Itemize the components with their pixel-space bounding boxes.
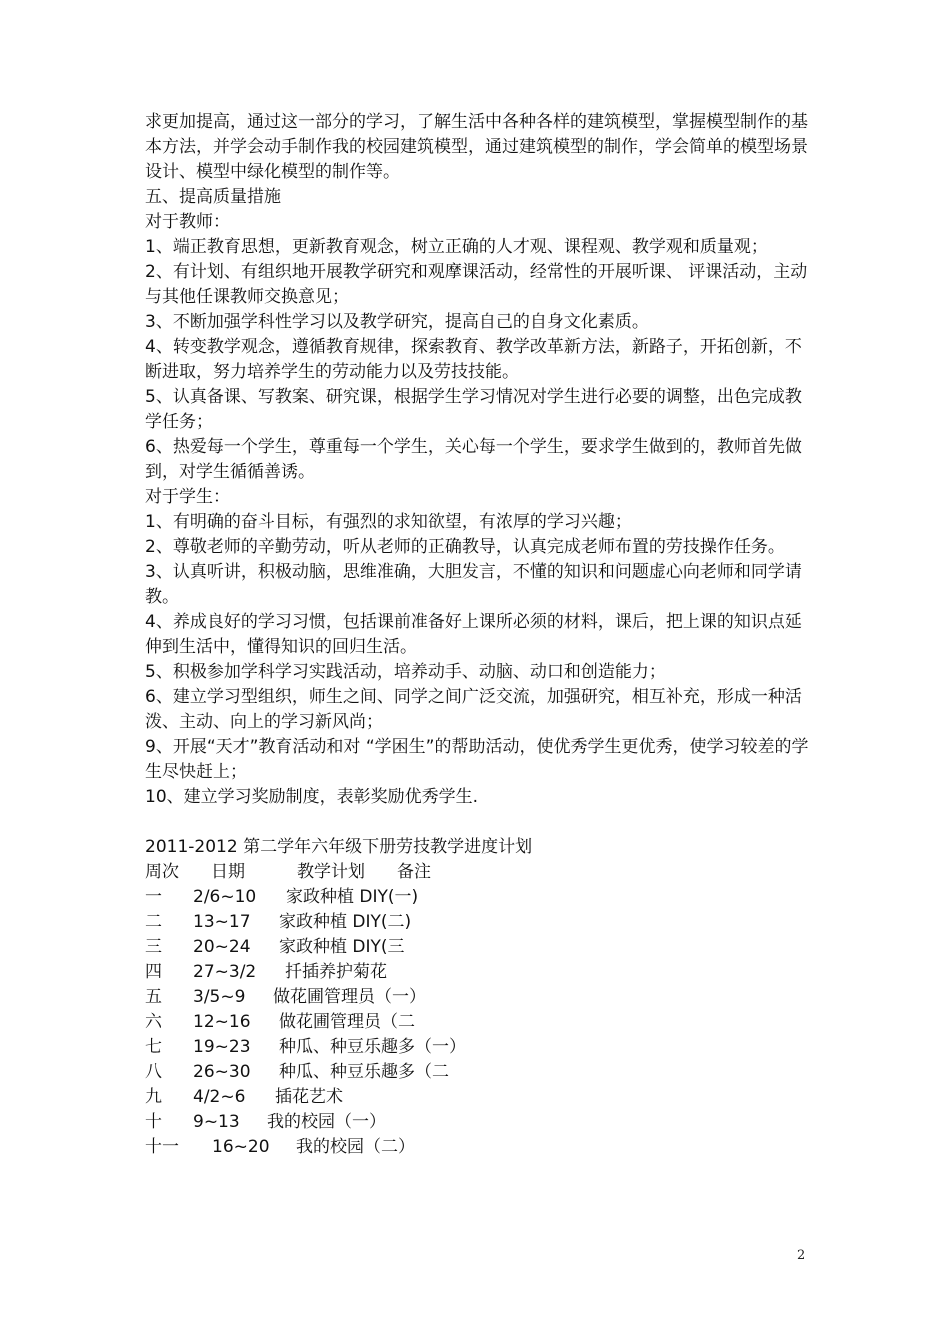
list-item: 4、转变教学观念，遵循教育规律，探索教育、教学改革新方法，新路子，开拓创新，不断进取，努力培养学生的劳动能力以及劳技技能。 xyxy=(145,337,802,382)
header-date: 日期 xyxy=(211,862,245,882)
table-row xyxy=(145,1135,810,1160)
page-number: 2 xyxy=(797,1248,806,1263)
table-row xyxy=(145,960,810,985)
week-cell: 四 xyxy=(145,962,162,982)
table-row xyxy=(145,1010,810,1035)
table-row xyxy=(145,1085,810,1110)
plan-cell: 做花圃管理员（二 xyxy=(279,1012,415,1032)
plan-cell: 种瓜、种豆乐趣多（二 xyxy=(279,1062,449,1082)
table-row xyxy=(145,1035,810,1060)
list-item: 5、认真备课、写教案、研究课，根据学生学习情况对学生进行必要的调整，出色完成教学任务； xyxy=(145,387,802,432)
week-cell: 三 xyxy=(145,937,162,957)
list-item: 3、认真听讲，积极动脑，思维准确，大胆发言，不懂的知识和问题虚心向老师和同学请教。 xyxy=(145,562,802,607)
paragraph: 求更加提高，通过这一部分的学习，了解生活中各种各样的建筑模型，掌握模型制作的基本方法，并学会动手制作我的校园建筑模型，通过建筑模型的制作，学会简单的模型场景设计、模型中绿化模型的制作等。 xyxy=(145,112,808,182)
plan-cell: 插花艺术 xyxy=(275,1087,343,1107)
date-cell: 4/2~6 xyxy=(193,1087,246,1107)
document-body xyxy=(145,110,810,1160)
subheading-students: 对于学生： xyxy=(145,487,230,507)
subheading-teachers: 对于教师： xyxy=(145,212,230,232)
date-cell: 16~20 xyxy=(212,1137,270,1157)
plan-cell: 我的校园（一） xyxy=(267,1112,386,1132)
week-cell: 五 xyxy=(145,987,162,1007)
date-cell: 3/5~9 xyxy=(193,987,246,1007)
list-item: 1、有明确的奋斗目标，有强烈的求知欲望，有浓厚的学习兴趣； xyxy=(145,512,632,532)
week-cell: 七 xyxy=(145,1037,162,1057)
table-row xyxy=(145,885,810,910)
week-cell: 八 xyxy=(145,1062,162,1082)
date-cell: 2/6~10 xyxy=(193,887,257,907)
table-row xyxy=(145,985,810,1010)
week-cell: 九 xyxy=(145,1087,162,1107)
section-heading: 五、提高质量措施 xyxy=(145,187,281,207)
list-item: 4、养成良好的学习习惯，包括课前准备好上课所必须的材料，课后，把上课的知识点延伸到生活中，懂得知识的回归生活。 xyxy=(145,612,802,657)
table-row xyxy=(145,1110,810,1135)
date-cell: 9~13 xyxy=(193,1112,240,1132)
date-cell: 20~24 xyxy=(193,937,251,957)
list-item: 2、尊敬老师的辛勤劳动，听从老师的正确教导，认真完成老师布置的劳技操作任务。 xyxy=(145,537,785,557)
schedule-title: 2011-2012 第二学年六年级下册劳技教学进度计划 xyxy=(145,837,533,857)
schedule-header-row xyxy=(145,860,810,885)
measures-section xyxy=(145,110,810,810)
week-cell: 十一 xyxy=(145,1137,179,1157)
plan-cell: 做花圃管理员（一） xyxy=(273,987,426,1007)
plan-cell: 家政种植 DIY(一) xyxy=(286,887,419,907)
date-cell: 12~16 xyxy=(193,1012,251,1032)
date-cell: 19~23 xyxy=(193,1037,251,1057)
plan-cell: 我的校园（二） xyxy=(296,1137,415,1157)
week-cell: 六 xyxy=(145,1012,162,1032)
list-item: 5、积极参加学科学习实践活动，培养动手、动脑、动口和创造能力； xyxy=(145,662,666,682)
plan-cell: 家政种植 DIY(二) xyxy=(279,912,412,932)
list-item: 1、端正教育思想，更新教育观念，树立正确的人才观、课程观、教学观和质量观； xyxy=(145,237,768,257)
week-cell: 十 xyxy=(145,1112,162,1132)
table-row xyxy=(145,910,810,935)
date-cell: 26~30 xyxy=(193,1062,251,1082)
list-item: 6、建立学习型组织，师生之间、同学之间广泛交流，加强研究，相互补充，形成一种活泼、主动、向上的学习新风尚； xyxy=(145,687,802,732)
table-row xyxy=(145,935,810,960)
schedule-section xyxy=(145,835,810,1160)
date-cell: 13~17 xyxy=(193,912,251,932)
spacer xyxy=(145,810,810,835)
list-item: 2、有计划、有组织地开展教学研究和观摩课活动，经常性的开展听课、 评课活动，主动与其他任课教师交换意见； xyxy=(145,262,808,307)
list-item: 3、不断加强学科性学习以及教学研究，提高自己的自身文化素质。 xyxy=(145,312,649,332)
header-notes: 备注 xyxy=(397,862,431,882)
table-row xyxy=(145,1060,810,1085)
header-plan: 教学计划 xyxy=(297,862,365,882)
list-item: 6、热爱每一个学生，尊重每一个学生，关心每一个学生，要求学生做到的，教师首先做到，对学生循循善诱。 xyxy=(145,437,802,482)
plan-cell: 种瓜、种豆乐趣多（一） xyxy=(279,1037,466,1057)
plan-cell: 扦插养护菊花 xyxy=(285,962,387,982)
week-cell: 一 xyxy=(145,887,162,907)
header-week: 周次 xyxy=(145,862,179,882)
date-cell: 27~3/2 xyxy=(193,962,257,982)
week-cell: 二 xyxy=(145,912,162,932)
list-item: 9、开展“天才”教育活动和对 “学困生”的帮助活动，使优秀学生更优秀，使学习较差的学生尽快赶上； xyxy=(145,737,809,782)
plan-cell: 家政种植 DIY(三 xyxy=(279,937,405,957)
list-item: 10、建立学习奖励制度，表彰奖励优秀学生. xyxy=(145,787,479,807)
